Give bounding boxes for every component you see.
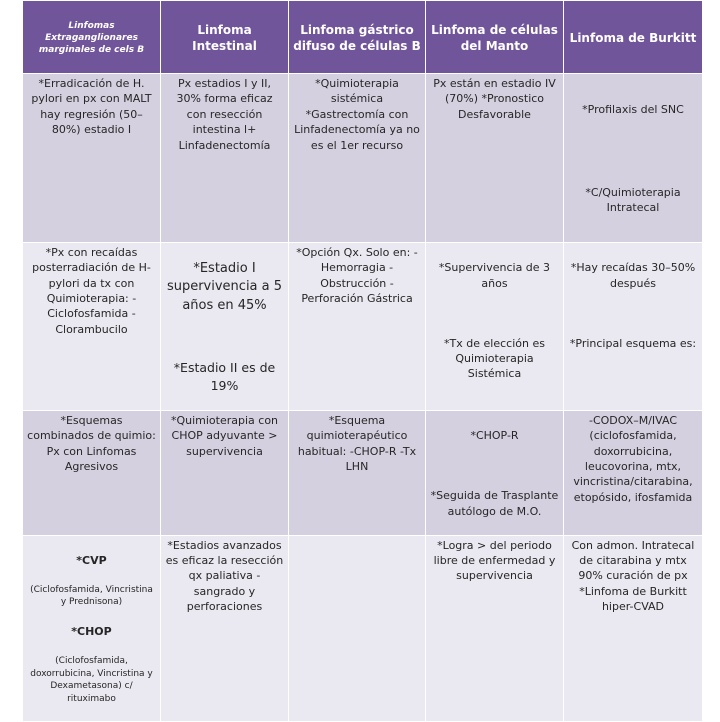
cell-r2-c0: *Px con recaídas posterradiación de H-pylori da tx con Quimioterapia: -Ciclofosfamida -Clorambucilo <box>23 242 161 410</box>
cell-r2-c3-text-a: *Supervivencia de 3 años <box>438 261 551 290</box>
cell-r3-c2: *Esquema quimioterapéutico habitual: -CHOP-R -Tx LHN <box>289 410 426 535</box>
cell-r4-c0-cvp: *CVP <box>76 553 107 567</box>
cell-r2-c1 <box>161 242 289 410</box>
cell-r4-c0 <box>23 535 161 721</box>
cell-r2-c4-text-a: *Hay recaídas 30–50% después <box>570 261 696 290</box>
cell-r1-c1: Px estadios I y II, 30% forma eficaz con resección intestina l+ Linfadenectomía <box>161 74 289 243</box>
cell-r4-c2 <box>289 535 426 721</box>
cell-r4-c0-chop: *CHOP <box>71 625 112 639</box>
cell-r2-c1-text-b: *Estadio II es de 19% <box>173 360 276 393</box>
cell-r2-c1-text-a: *Estadio I supervivencia a 5 años en 45% <box>166 261 283 313</box>
cell-r1-c0: *Erradicación de H. pylori en px con MALT hay regresión (50–80%) estadio I <box>23 74 161 243</box>
cell-r3-c1: *Quimioterapia con CHOP adyuvante > supervivencia <box>161 410 289 535</box>
cell-r2-c3-text-b: *Tx de elección es Quimioterapia Sistémica <box>444 336 545 381</box>
cell-r3-c4: -CODOX–M/IVAC (ciclofosfamida, doxorrubicina, leucovorina, mtx, vincristina/citarabina, etopósido, ifosfamida <box>564 410 703 535</box>
table-row <box>23 535 703 721</box>
cell-r3-c0: *Esquemas combinados de quimio: Px con Linfomas Agresivos <box>23 410 161 535</box>
cell-r3-c3-text-b: *Seguida de Trasplante autólogo de M.O. <box>430 489 559 518</box>
table-row <box>23 410 703 535</box>
cell-r2-c3 <box>426 242 564 410</box>
header-intestinal: Linfoma Intestinal <box>161 1 289 74</box>
cell-r3-c3-text-a: *CHOP-R <box>470 429 519 443</box>
header-gastric-diffuse: Linfoma gástrico difuso de células B <box>289 1 426 74</box>
cell-r1-c4-text-b: *C/Quimioterapia Intratecal <box>585 185 681 214</box>
header-burkitt: Linfoma de Burkitt <box>564 1 703 74</box>
cell-r2-c4-text-b: *Principal esquema es: <box>569 336 697 350</box>
cell-r4-c0-chop-detail: (Ciclofosfamida, doxorrubicina, Vincristina y Dexametasona) c/ rituximabo <box>30 656 153 704</box>
header-mantle-cell: Linfoma de células del Manto <box>426 1 564 74</box>
cell-r4-c0-cvp-detail: (Ciclofosfamida, Vincristina y Prednisona) <box>30 584 153 608</box>
table-row <box>23 74 703 243</box>
cell-r3-c3 <box>426 410 564 535</box>
cell-r4-c3: *Logra > del periodo libre de enfermedad y supervivencia <box>426 535 564 721</box>
header-extranodal-marginal: Linfomas Extraganglionares marginales de cels B <box>23 1 161 74</box>
table-row <box>23 242 703 410</box>
lymphoma-table <box>22 0 703 722</box>
cell-r1-c3: Px están en estadio IV (70%) *Pronostico Desfavorable <box>426 74 564 243</box>
cell-r1-c2: *Quimioterapia sistémica *Gastrectomía con Linfadenectomía ya no es el 1er recurso <box>289 74 426 243</box>
cell-r2-c2: *Opción Qx. Solo en: -Hemorragia -Obstrucción -Perforación Gástrica <box>289 242 426 410</box>
header-row <box>23 1 703 74</box>
cell-r4-c1: *Estadios avanzados es eficaz la resección qx paliativa -sangrado y perforaciones <box>161 535 289 721</box>
cell-r1-c4-text-a: *Profilaxis del SNC <box>582 103 684 117</box>
cell-r4-c4: Con admon. Intratecal de citarabina y mtx 90% curación de px *Linfoma de Burkitt hiper-CVAD <box>564 535 703 721</box>
cell-r2-c4 <box>564 242 703 410</box>
cell-r1-c4 <box>564 74 703 243</box>
